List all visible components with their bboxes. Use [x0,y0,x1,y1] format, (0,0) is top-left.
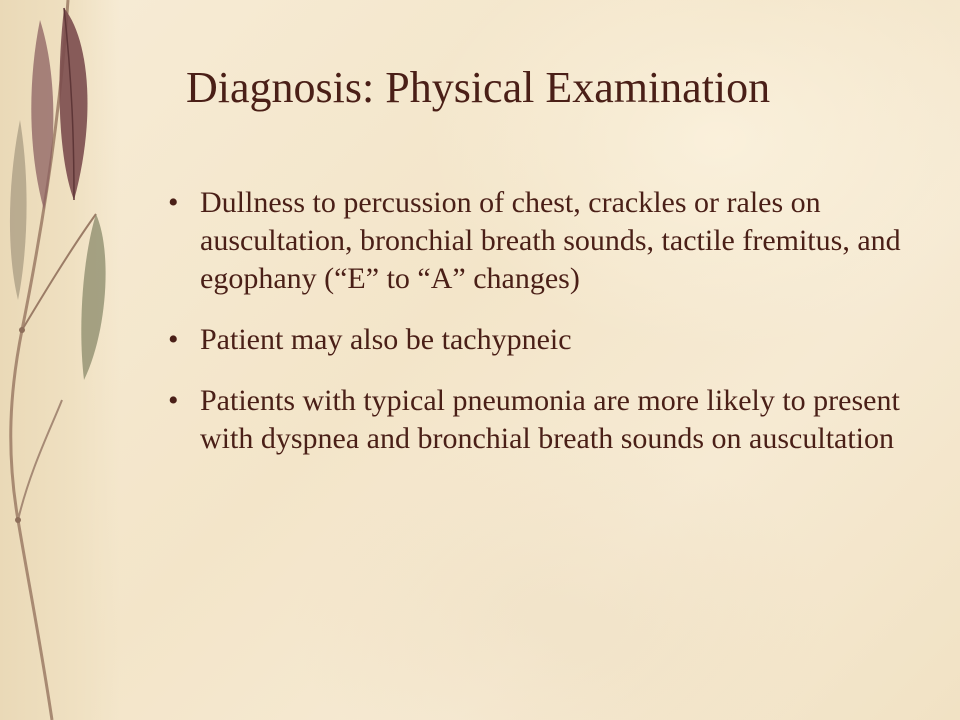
bullet-item [162,184,902,298]
bullet-list [162,184,902,481]
bullet-text: Patient may also be tachypneic [200,323,572,356]
bullet-item [162,321,902,359]
bullet-marker: • [168,323,179,356]
bullet-marker: • [168,384,179,417]
bullet-marker: • [168,186,179,219]
bullet-text: Patients with typical pneumonia are more likely to present with dyspnea and bronchial breath sounds on auscultation [200,384,900,455]
slide-title: Diagnosis: Physical Examination [186,63,771,112]
dried-leaf-stem-illustration [0,0,140,720]
bullet-text: Dullness to percussion of chest, crackles or rales on auscultation, bronchial breath sounds, tactile fremitus, and egophany (“E” to “A” changes) [200,186,901,295]
bullet-item [162,382,902,458]
